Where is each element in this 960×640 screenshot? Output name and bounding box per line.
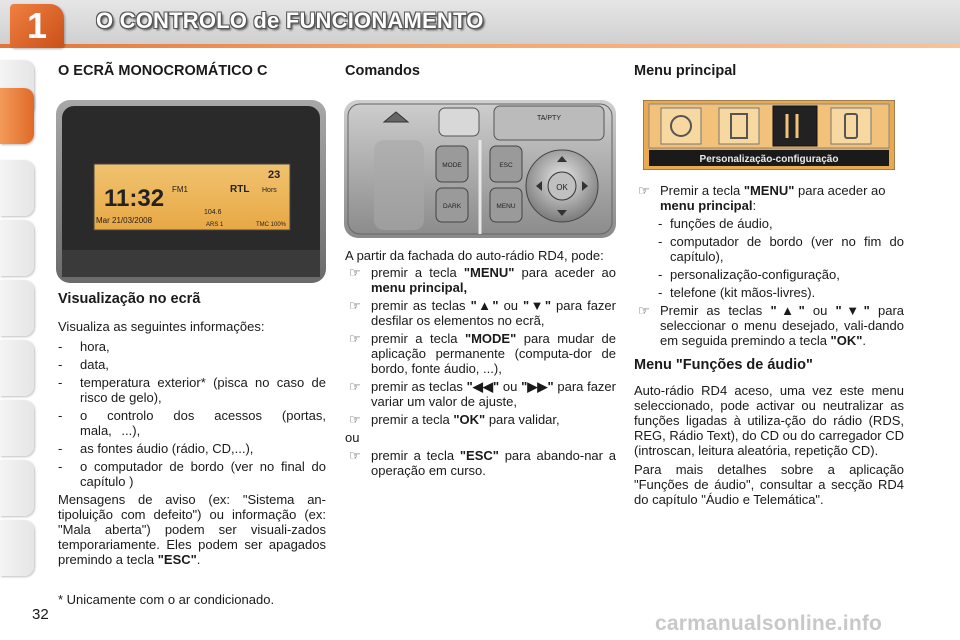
main-menu-caption: Personalização-configuração xyxy=(699,154,839,165)
display-sub2: ARS 1 xyxy=(206,222,224,228)
list-item: - temperatura exterior* (pisca no caso de risco de gelo), xyxy=(58,375,326,405)
section-heading-funcoes-audio: Menu "Funções de áudio" xyxy=(634,357,813,373)
radio-btn-ok: OK xyxy=(556,183,568,192)
chapter-tab[interactable] xyxy=(0,280,34,336)
radio-btn-esc: ESC xyxy=(499,162,513,169)
column-2-body xyxy=(345,248,616,478)
chapter-tab[interactable] xyxy=(0,460,34,516)
chapter-tabs xyxy=(0,60,38,580)
comandos-intro: A partir da fachada do auto-rádio RD4, pode: xyxy=(345,248,604,263)
hand-pointer-icon: ☞ xyxy=(349,448,361,463)
radio-btn-dark: DARK xyxy=(442,203,462,210)
hand-pointer-icon: ☞ xyxy=(349,379,361,394)
radio-btn-ta: TA/PTY xyxy=(537,115,561,122)
intro-text: Visualiza as seguintes informações: xyxy=(58,319,265,334)
display-sub3: TMC 100% xyxy=(256,222,287,228)
sub-list-item: - personalização-configuração, xyxy=(658,267,840,282)
column-3-body xyxy=(634,183,904,507)
display-freq: 104.6 xyxy=(204,209,222,216)
chapter-tab[interactable] xyxy=(0,220,34,276)
display-station: RTL xyxy=(230,184,250,195)
radio-panel-photo xyxy=(344,100,616,238)
list-item: ☞ premir as teclas "▲" ou "▼" para fazer desfilar os elementos no ecrã, xyxy=(349,298,616,328)
list-item: ☞ Premir a tecla "MENU" para aceder ao menu principal: xyxy=(638,183,886,213)
hand-pointer-icon: ☞ xyxy=(638,183,650,198)
chapter-tab[interactable] xyxy=(0,400,34,456)
section-heading-ecra: O ECRÃ MONOCROMÁTICO C xyxy=(58,63,268,79)
list-item: - hora, xyxy=(58,339,110,354)
section-subheading-visualizacao: Visualização no ecrã xyxy=(58,291,201,307)
section-heading-comandos: Comandos xyxy=(345,63,420,79)
list-item: ☞ Premir as teclas "▲" ou "▼" para seleccionar o menu desejado, vali-dando em seguida premindo a tecla "OK". xyxy=(638,303,905,348)
list-item: - as fontes áudio (rádio, CD,...), xyxy=(58,441,254,456)
warning-paragraph: Mensagens de aviso (ex: "Sistema an-tipoluição com defeito") ou informação (ex: "Mala aberta") podem ser visuali-zados temporariamente. Eles podem ser apagados premindo a tecla "ESC". xyxy=(58,492,326,567)
display-date: Mar 21/03/2008 xyxy=(96,216,153,225)
section-heading-menu-principal: Menu principal xyxy=(634,63,737,79)
chapter-tab[interactable] xyxy=(0,340,34,396)
list-item: - o computador de bordo (ver no final do capítulo ) xyxy=(58,459,326,489)
list-item: - data, xyxy=(58,357,109,372)
list-item: ☞ premir as teclas "◀◀" ou "▶▶" para fazer variar um valor de ajuste, xyxy=(349,379,616,409)
hand-pointer-icon: ☞ xyxy=(349,412,361,427)
sub-list-item: - telefone (kit mãos-livres). xyxy=(658,285,816,300)
hand-pointer-icon: ☞ xyxy=(349,298,361,313)
radio-btn-menu: MENU xyxy=(496,203,516,210)
chapter-badge: 1 xyxy=(10,4,64,48)
display-sub1: Hors xyxy=(262,187,277,194)
list-item: - o controlo dos acessos (portas, mala, ...), xyxy=(58,408,326,438)
header-accent-line xyxy=(0,44,960,48)
list-item: ☞ premir a tecla "ESC" para abando-nar a operação em curso. xyxy=(349,448,616,478)
audio-paragraph-1: Auto-rádio RD4 aceso, uma vez este menu seleccionado, pode activar ou neutralizar as funções ligadas à utiliza-ção do rádio (RDS, REG, Rádio Text), do CD ou do carregador CD (introscan, leitura aleatória, repetição CD). xyxy=(634,383,904,458)
list-item: ☞ premir a tecla "OK" para validar, xyxy=(349,412,560,427)
column-1-body xyxy=(58,319,326,567)
chapter-tab[interactable] xyxy=(0,520,34,576)
list-item: ☞ premir a tecla "MENU" para aceder ao menu principal, xyxy=(349,265,616,295)
chapter-tab[interactable] xyxy=(0,160,34,216)
hand-pointer-icon: ☞ xyxy=(349,265,361,280)
hand-pointer-icon: ☞ xyxy=(638,303,650,318)
footnote: * Unicamente com o ar condicionado. xyxy=(58,592,275,607)
display-time: 11:32 xyxy=(104,185,165,212)
display-photo xyxy=(56,100,326,283)
watermark: carmanualsonline.info xyxy=(655,612,883,635)
list-item: ☞ premir a tecla "MODE" para mudar de aplicação permanente (computa-dor de bordo, fonte áudio, ...), xyxy=(349,331,616,376)
sub-list-item: - computador de bordo (ver no fim do capítulo), xyxy=(658,234,904,264)
radio-btn-mode: MODE xyxy=(442,162,462,169)
main-menu-screen xyxy=(643,100,895,170)
page-title: O CONTROLO de FUNCIONAMENTO xyxy=(96,8,484,33)
page-number: 32 xyxy=(32,606,49,623)
sub-list-item: - funções de áudio, xyxy=(658,216,773,231)
display-radio: FM1 xyxy=(172,185,188,194)
chapter-tab-active[interactable] xyxy=(0,88,34,144)
audio-paragraph-2: Para mais detalhes sobre a aplicação "Funções de áudio", consultar a secção RD4 do capítulo "Áudio e Telemática". xyxy=(634,462,904,507)
display-temp: 23 xyxy=(268,169,281,181)
hand-pointer-icon: ☞ xyxy=(349,331,361,346)
or-text: ou xyxy=(345,430,360,445)
